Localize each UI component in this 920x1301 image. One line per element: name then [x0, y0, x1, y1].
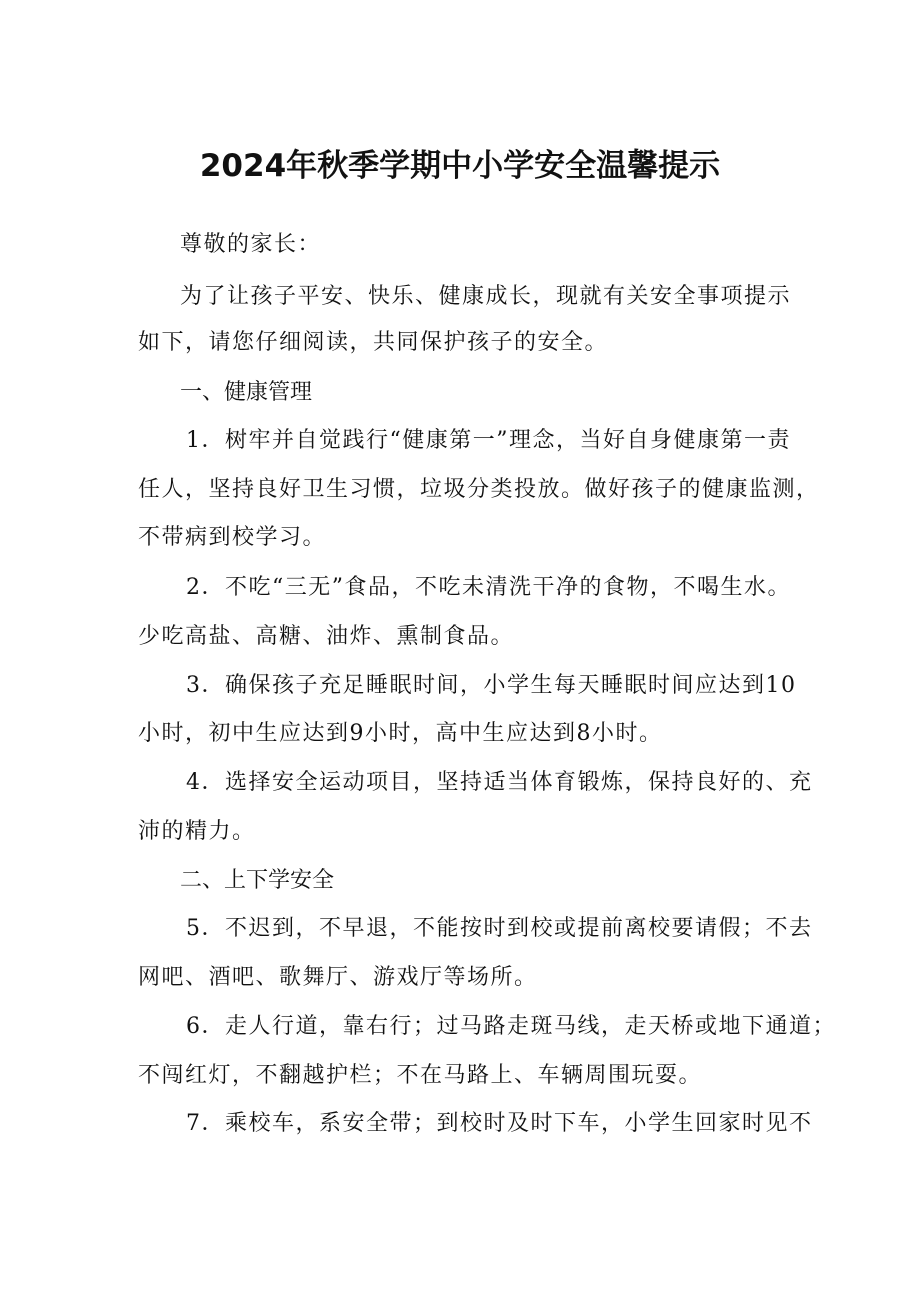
- item-1-line-3: 不带病到校学习。: [138, 525, 327, 550]
- item-5-line-2: 网吧、酒吧、歌舞厅、游戏厅等场所。: [138, 965, 538, 990]
- section-heading-health: 一、健康管理: [180, 380, 313, 405]
- intro-line-1: 为了让孩子平安、快乐、健康成长，现就有关安全事项提示: [180, 284, 792, 309]
- greeting: 尊敬的家长：: [180, 232, 322, 257]
- item-4-line-2: 沛的精力。: [138, 819, 256, 844]
- item-5-line-1: 5．不迟到，不早退，不能按时到校或提前离校要请假；不去: [186, 916, 813, 941]
- item-6-line-2: 不闯红灯，不翻越护栏；不在马路上、车辆周围玩耍。: [138, 1063, 703, 1088]
- item-1-line-2: 任人，坚持良好卫生习惯，垃圾分类投放。做好孩子的健康监测，: [138, 477, 820, 502]
- item-1-line-1: 1．树牢并自觉践行“健康第一”理念，当好自身健康第一责: [186, 428, 791, 453]
- item-2-line-1: 2．不吃“三无”食品，不吃未清洗干净的食物，不喝生水。: [186, 575, 791, 600]
- item-7-line-1: 7．乘校车，系安全带；到校时及时下车，小学生回家时见不: [186, 1111, 813, 1136]
- item-2-line-2: 少吃高盐、高糖、油炸、熏制食品。: [138, 624, 515, 649]
- item-4-line-1: 4．选择安全运动项目，坚持适当体育锻炼，保持良好的、充: [186, 770, 813, 795]
- item-3-line-2: 小时，初中生应达到9小时，高中生应达到8小时。: [138, 721, 663, 746]
- intro-line-2: 如下，请您仔细阅读，共同保护孩子的安全。: [138, 330, 609, 355]
- section-heading-commute: 二、上下学安全: [180, 868, 335, 893]
- item-6-line-1: 6．走人行道，靠右行；过马路走斑马线，走天桥或地下通道；: [186, 1014, 836, 1039]
- document-title: 2024年秋季学期中小学安全温馨提示: [199, 148, 721, 184]
- item-3-line-1: 3．确保孩子充足睡眠时间，小学生每天睡眠时间应达到10: [186, 673, 797, 698]
